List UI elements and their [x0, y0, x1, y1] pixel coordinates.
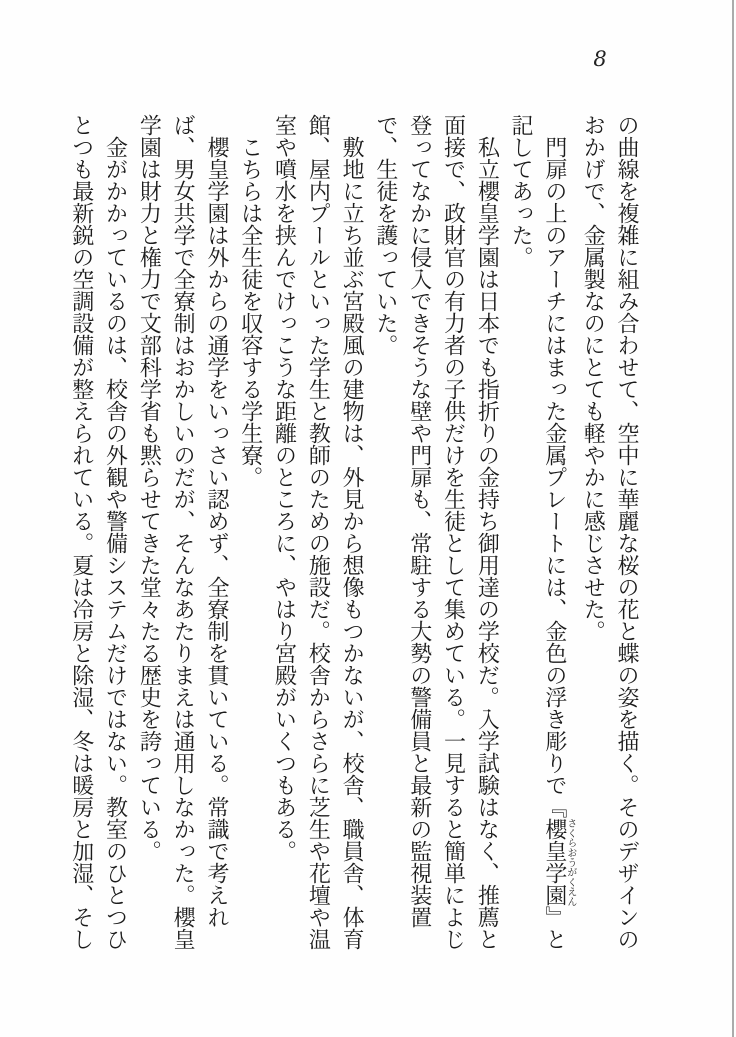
paragraph-7: 金がかかっているのは、校舎の外観や警備システムだけではない。教室のひとつひとつも最新鋭の空調設備が整えられている。夏は冷房と除湿、冬は暖房と加湿、そし	[68, 114, 128, 950]
paragraph-6: 櫻皇学園は外からの通学をいっさい認めず、全寮制を貫いている。常識で考えれば、男女共学で全寮制はおかしいのだが、そんなあたりまえは通用しなかった。櫻皇学園は財力と権力で文部科学省も黙らせてきた堂々たる歴史を誇っている。	[136, 114, 229, 950]
page-number: 8	[593, 47, 607, 71]
school-name: 櫻皇学園	[541, 818, 567, 906]
paragraph-2-before-ruby: 門扉の上のアーチにはまった金属プレートには、金色の浮き彫りで『	[541, 136, 567, 818]
school-name-furigana: さくらおうがくえん	[564, 818, 576, 906]
paragraph-5: こちらは全生徒を収容する学生寮。	[237, 136, 263, 488]
body-text	[64, 114, 643, 954]
paragraph-4: 敷地に立ち並ぶ宮殿風の建物は、外見から想像もつかないが、校舎、職員舎、体育館、屋内プールといった学生と教師のための施設だ。校舎からさらに芝生や花壇や温室や噴水を挟んでけっこうな距離のところに、やはり宮殿がいくつもある。	[271, 114, 365, 950]
paragraph-2	[503, 114, 575, 954]
paragraph-2-after-ruby: 』と記してあった。	[508, 114, 567, 950]
paragraph-1: の曲線を複雑に組み合わせて、空中に華麗な桜の花と蝶の姿を描く。そのデザインのおかげで、金属製なのにとても軽やかに感じさせた。	[580, 114, 639, 950]
page-scan-edge	[732, 0, 734, 1037]
paragraph-3: 私立櫻皇学園は日本でも指折りの金持ち御用達の学校だ。入学試験はなく、推薦と面接で、政財官の有力者の子供だけを生徒として集めている。一見すると簡単によじ登ってなかに侵入できそうな壁や門扉も、常駐する大勢の警備員と最新の監視装置で、生徒を護っていた。	[372, 114, 500, 950]
school-name-ruby	[541, 818, 576, 906]
